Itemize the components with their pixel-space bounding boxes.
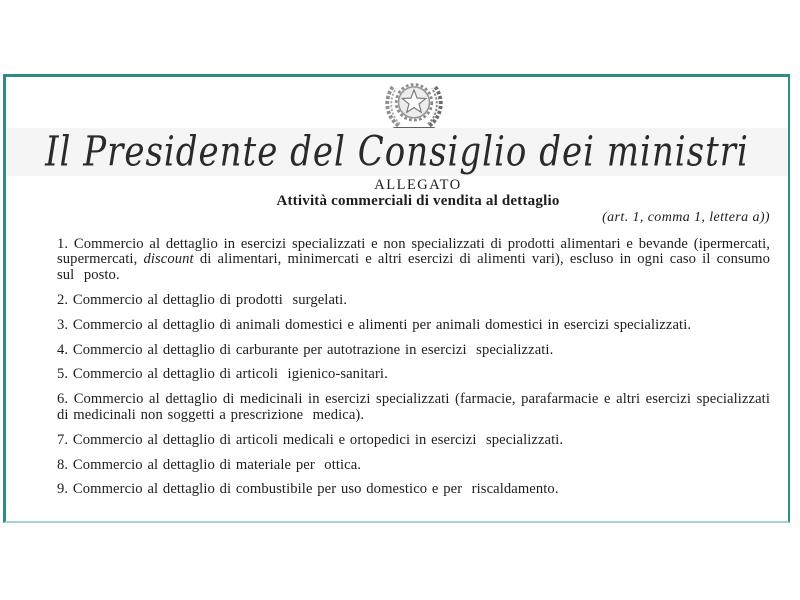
item-text: 3. Commercio al dettaglio di animali domestici e alimenti per animali domestici in esercizi specializzati. — [57, 316, 692, 333]
item-text: di alimentari, minimercati e altri esercizi di alimenti vari), escluso in ogni caso il consumo sul posto. — [57, 251, 771, 283]
item-text: 7. Commercio al dettaglio di articoli medicali e ortopedici in esercizi specializzati. — [57, 431, 564, 448]
item-text: 5. Commercio al dettaglio di articoli igienico-sanitari. — [57, 366, 388, 383]
list-item — [57, 318, 770, 333]
article-reference: (art. 1, comma 1, lettera a)) — [602, 210, 770, 225]
list-item — [57, 343, 770, 358]
item-text: 2. Commercio al dettaglio di prodotti surgelati. — [57, 291, 348, 308]
items-list — [57, 237, 770, 507]
item-text: 6. Commercio al dettaglio di medicinali in esercizi specializzati (farmacie, parafarmacie e altri esercizi specializzati di medicinali non soggetti a prescrizione medica). — [57, 391, 770, 423]
item-text: 9. Commercio al dettaglio di combustibile per uso domestico e per riscaldamento. — [57, 481, 559, 498]
item-text: 8. Commercio al dettaglio di materiale per ottica. — [57, 456, 362, 473]
italic-text: discount — [143, 251, 194, 268]
list-item — [57, 482, 770, 497]
item-text: 1. Commercio al dettaglio in esercizi specializzati e non specializzati di prodotti alimentari e bevande (ipermercati, supermercati, — [57, 236, 770, 268]
list-item — [57, 433, 770, 448]
list-item — [57, 237, 770, 283]
document-frame — [3, 74, 790, 523]
list-item — [57, 367, 770, 382]
document-heading — [66, 178, 770, 225]
letterhead-band — [6, 128, 788, 176]
list-item — [57, 458, 770, 473]
document-title: Attività commerciali di vendita al dettaglio — [276, 193, 560, 209]
item-text: 4. Commercio al dettaglio di carburante per autotrazione in esercizi specializzati. — [57, 341, 554, 358]
letterhead-title: Il Presidente del Consiglio dei ministri — [45, 128, 749, 176]
attachment-label: ALLEGATO — [374, 177, 462, 193]
list-item — [57, 293, 770, 308]
list-item — [57, 392, 770, 423]
